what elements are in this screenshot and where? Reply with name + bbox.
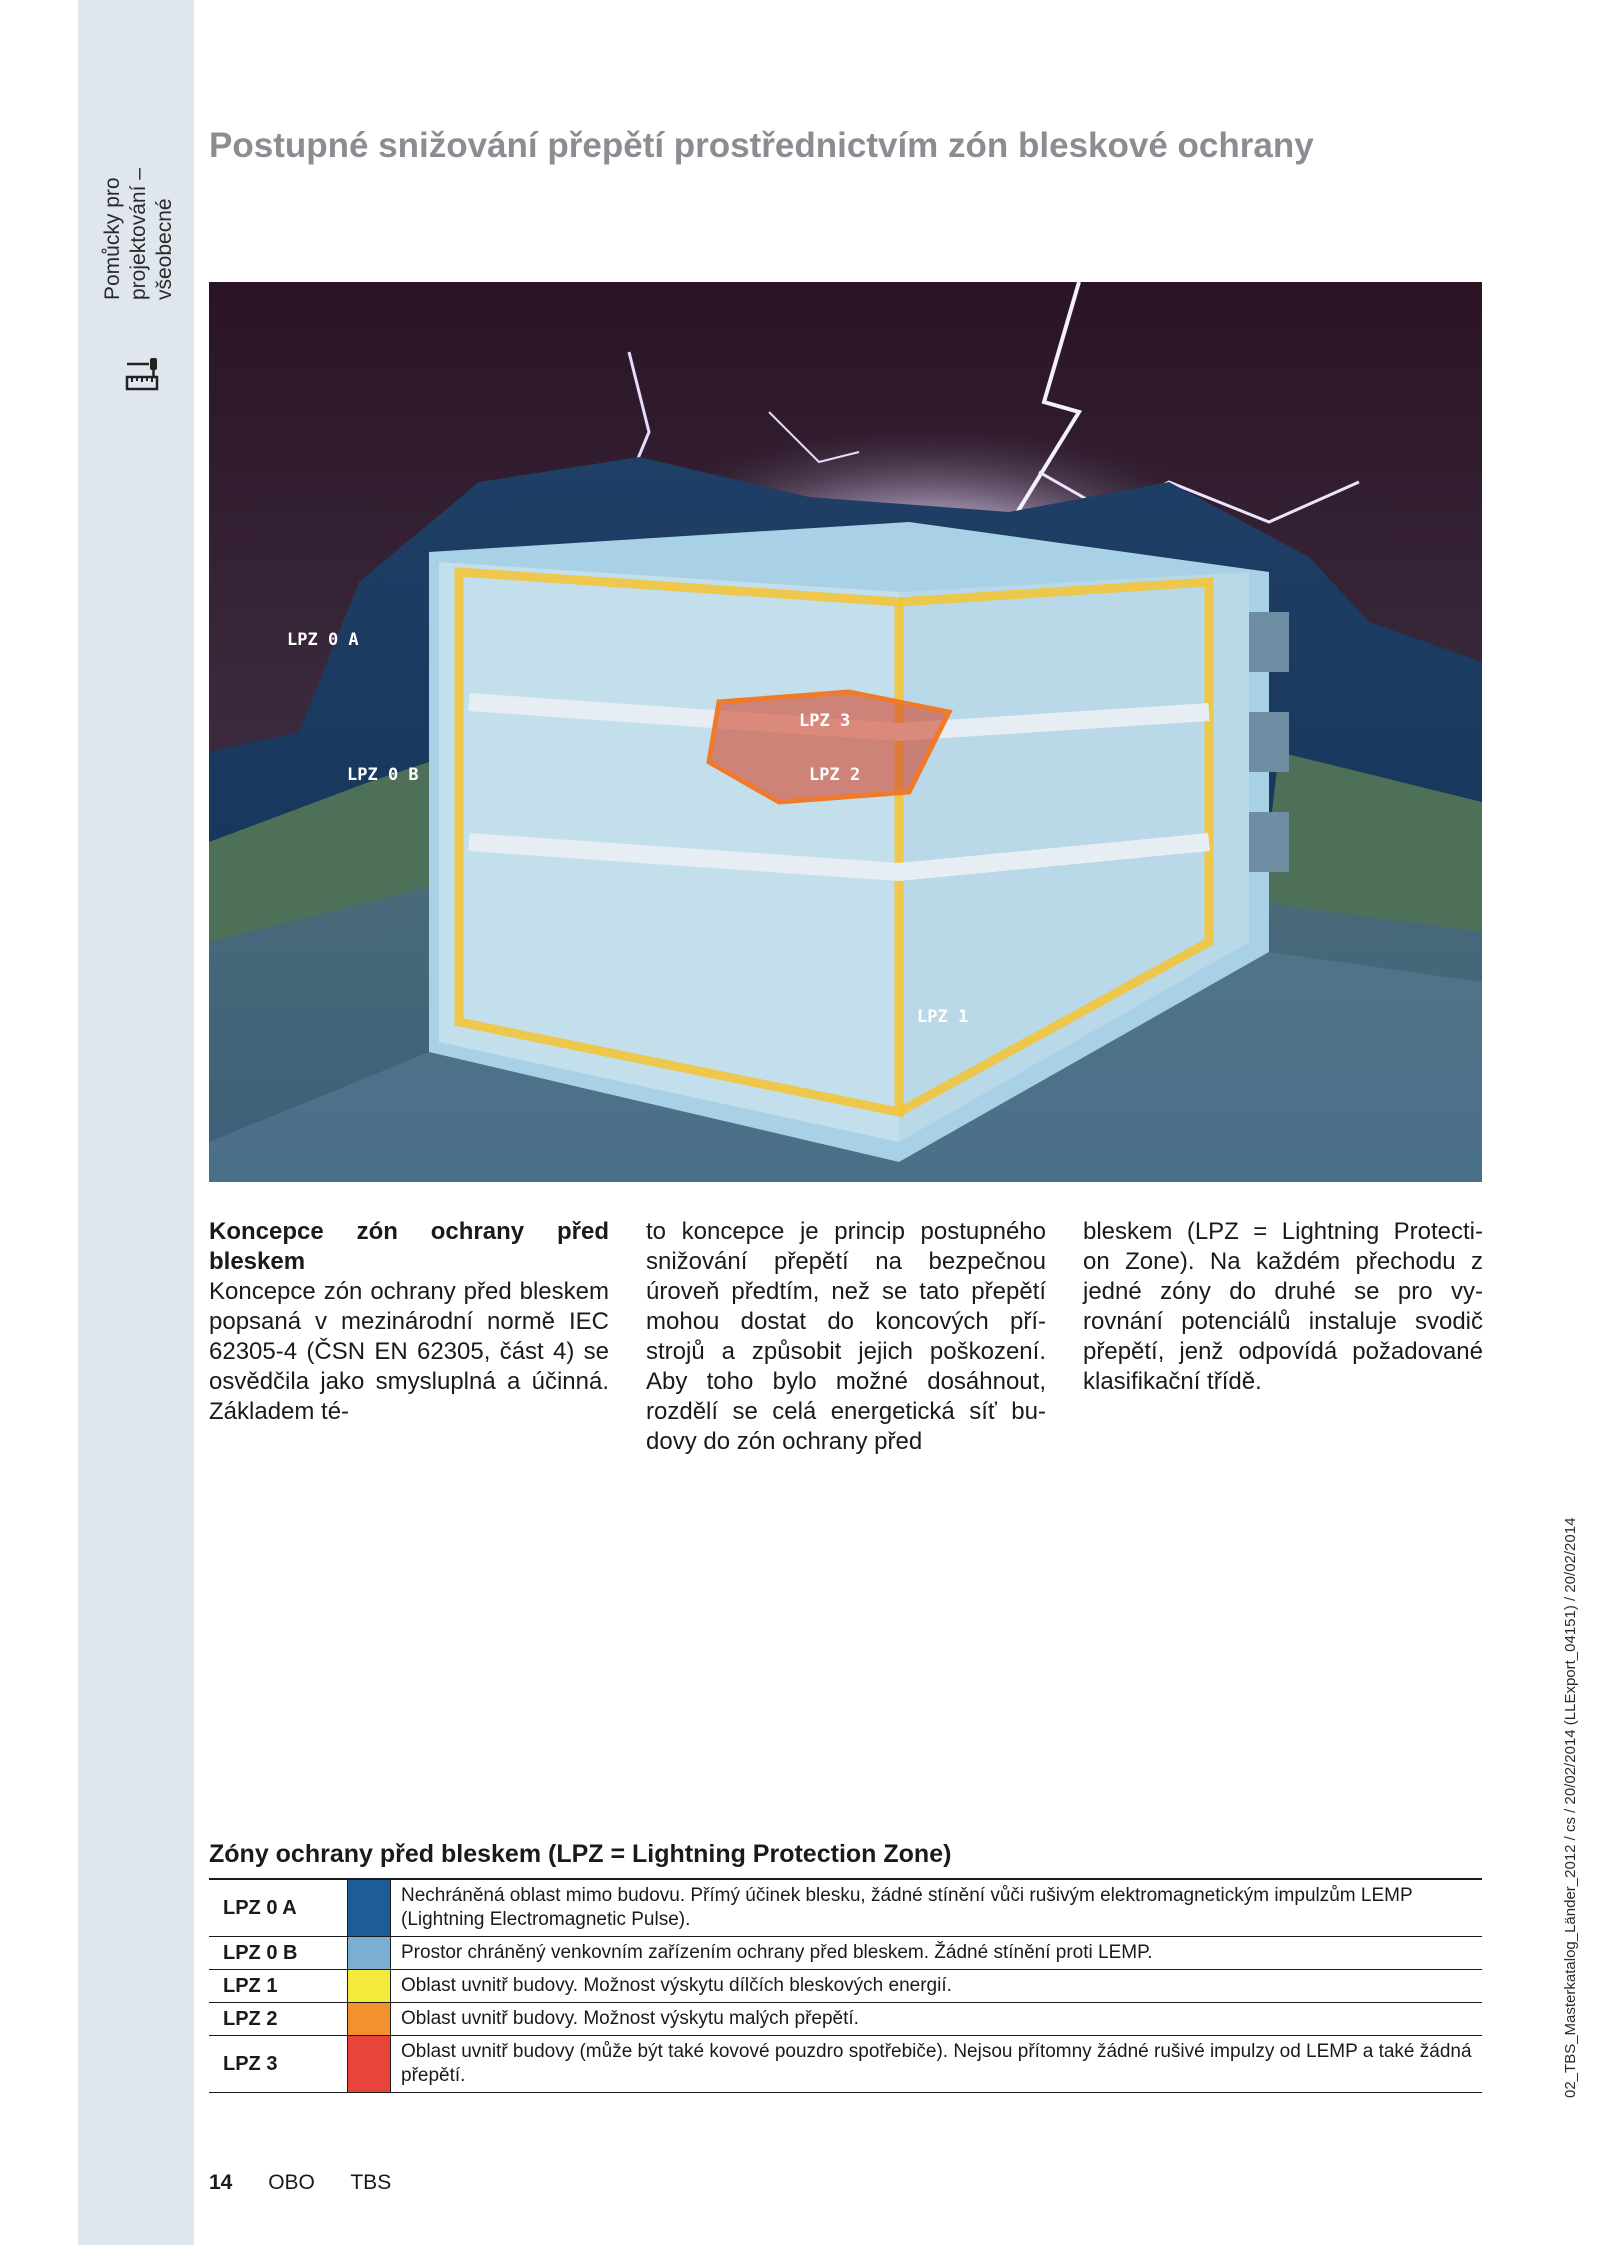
sidebar-line: Pomůcky pro	[101, 177, 124, 300]
zone-description: Nechráněná oblast mimo budovu. Přímý účinek blesku, žádné stínění vůči rušivým elektromagnetickým impulzům LEMP (Lightning Electromagnetic Pulse).	[391, 1879, 1483, 1937]
zones-table-title: Zóny ochrany před bleskem (LPZ = Lightning Protection Zone)	[209, 1840, 952, 1868]
sidebar-line: projektování –	[127, 168, 150, 300]
zone-code: LPZ 3	[209, 2036, 348, 2093]
sidebar-strip	[78, 0, 194, 2245]
zone-color-swatch	[348, 1937, 391, 1970]
table-row	[209, 1879, 1482, 1937]
text-column-1	[209, 1217, 609, 1427]
article-text-1: Koncepce zón ochrany před bleskem popsaná v mezinárodní normě IEC 62305-4 (ČSN EN 62305, část 4) se osvědčila jako smysluplná a účinná. Základem té-	[209, 1278, 609, 1425]
text-column-2	[646, 1217, 1046, 1457]
zone-code: LPZ 1	[209, 1970, 348, 2003]
page-number: 14	[209, 2171, 233, 2194]
table-row	[209, 1937, 1482, 1970]
zone-description: Oblast uvnitř budovy. Možnost výskytu dílčích bleskových energií.	[391, 1970, 1483, 2003]
zone-color-swatch	[348, 1879, 391, 1937]
ruler-screwdriver-icon	[124, 355, 160, 391]
label-lpz-0a: LPZ 0 A	[287, 630, 359, 650]
zone-color-swatch	[348, 2003, 391, 2036]
footer-brand: OBO	[268, 2171, 315, 2194]
zones-table	[209, 1878, 1482, 2093]
page-footer	[209, 2171, 421, 2195]
zone-description: Oblast uvnitř budovy (může být také kovové pouzdro spotřebiče). Nejsou přítomny žádné rušivé impulzy od LEMP a také žádná přepětí.	[391, 2036, 1483, 2093]
label-lpz-0b: LPZ 0 B	[347, 765, 419, 785]
footer-section: TBS	[350, 2171, 392, 2194]
article-heading: Koncepce zón ochrany před bleskem	[209, 1218, 609, 1275]
page-title: Postupné snižování přepětí prostřednictvím zón bleskové ochrany	[209, 126, 1314, 165]
zone-code: LPZ 2	[209, 2003, 348, 2036]
sidebar-line: všeobecné	[153, 198, 176, 300]
article-text-3: bleskem (LPZ = Lightning Protecti- on Zone). Na každém přechodu z jedné zóny do druhé se pro vy- rovnání potenciálů instaluje svodič přepětí, jenž odpovídá požadované klasifikační třídě.	[1083, 1218, 1483, 1395]
label-lpz-1: LPZ 1	[917, 1007, 969, 1027]
text-column-3	[1083, 1217, 1483, 1397]
article-text-2: to koncepce je princip postupného snižování přepětí na bezpečnou úroveň předtím, než se tato přepětí mohou dostat do koncových pří- strojů a způsobit jejich poškození. Aby toho bylo možné dosáhnout, rozdělí se celá energetická síť bu- dovy do zón ochrany před	[646, 1218, 1046, 1455]
lightning-zone-building-illustration	[209, 282, 1482, 1182]
table-row	[209, 1970, 1482, 2003]
zone-code: LPZ 0 B	[209, 1937, 348, 1970]
zone-color-swatch	[348, 2036, 391, 2093]
zone-description: Prostor chráněný venkovním zařízením ochrany před bleskem. Žádné stínění proti LEMP.	[391, 1937, 1483, 1970]
zone-color-swatch	[348, 1970, 391, 2003]
label-lpz-3: LPZ 3	[799, 711, 851, 731]
table-row	[209, 2036, 1482, 2093]
label-lpz-2: LPZ 2	[809, 765, 861, 785]
table-row	[209, 2003, 1482, 2036]
zone-description: Oblast uvnitř budovy. Možnost výskytu malých přepětí.	[391, 2003, 1483, 2036]
zone-code: LPZ 0 A	[209, 1879, 348, 1937]
